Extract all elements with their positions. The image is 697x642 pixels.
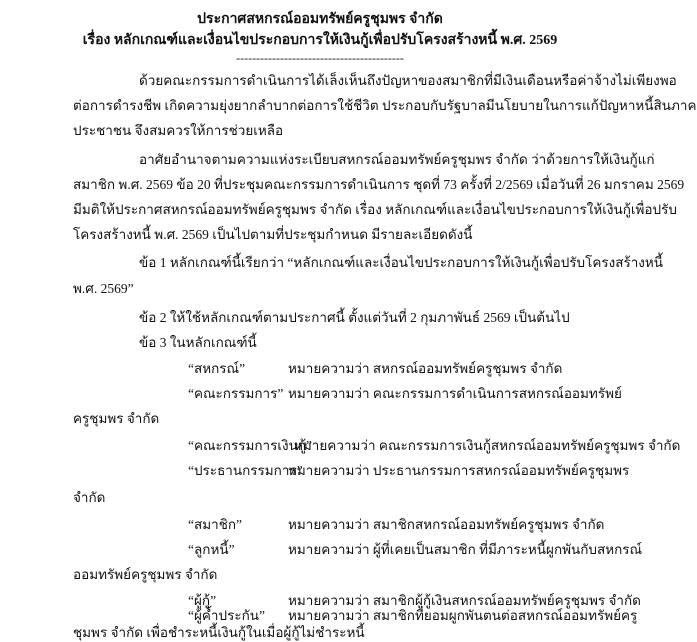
def-term: “คณะกรรมการเงินกู้” [188, 438, 312, 453]
paragraph-1-line-3: ประชาชน จึงสมควรให้การช่วยเหลือ [73, 123, 284, 138]
paragraph-1-line-1: ด้วยคณะกรรมการดำเนินการได้เล็งเห็นถึงปัญหาของสมาชิกที่มีเงินเดือนหรือค่าจ้างไม่เพียงพอ [139, 73, 677, 88]
clause-1-line-1: ข้อ 1 หลักเกณฑ์นี้เรียกว่า “หลักเกณฑ์และเงื่อนไขประกอบการให้เงินกู้เพื่อปรับโครงสร้างหนี้ [139, 255, 664, 270]
def-meaning: หมายความว่า ผู้ที่เคยเป็นสมาชิก ที่มีภาระหนี้ผูกพันกับสหกรณ์ [288, 542, 643, 557]
announcement-subject: เรื่อง หลักเกณฑ์และเงื่อนไขประกอบการให้เงินกู้เพื่อปรับโครงสร้างหนี้ พ.ศ. 2569 [82, 33, 558, 48]
def-term: “สมาชิก” [188, 517, 243, 532]
clause-3: ข้อ 3 ในหลักเกณฑ์นี้ [139, 335, 257, 350]
paragraph-2-line-3: มีมติให้ประกาศสหกรณ์ออมทรัพย์ครูชุมพร จำกัด เรื่อง หลักเกณฑ์และเงื่อนไขประกอบการให้เงินกู้เพื่อปรับ [73, 202, 677, 217]
def-continuation: ชุมพร จำกัด เพื่อชำระหนี้เงินกู้ในเมื่อผู้กู้ไม่ชำระหนี้ [73, 625, 365, 640]
def-term: “ผู้ค้ำประกัน” [188, 608, 265, 623]
clause-1-line-2: พ.ศ. 2569” [73, 281, 134, 296]
def-meaning: หมายความว่า สมาชิกที่ยอมผูกพันตนต่อสหกรณ์ออมทรัพย์ครู [288, 608, 638, 623]
def-meaning: หมายความว่า สมาชิกสหกรณ์ออมทรัพย์ครูชุมพร จำกัด [288, 517, 605, 532]
separator-line: ------------------------------------------ [236, 51, 404, 65]
def-continuation: ครูชุมพร จำกัด [73, 411, 160, 426]
def-meaning: หมายความว่า คณะกรรมการดำเนินการสหกรณ์ออมทรัพย์ [288, 386, 622, 401]
def-meaning: หมายความว่า ประธานกรรมการสหกรณ์ออมทรัพย์ครูชุมพร [288, 463, 630, 478]
paragraph-2-line-4: โครงสร้างหนี้ พ.ศ. 2569 เป็นไปตามที่ประชุมกำหนด มีรายละเอียดดังนี้ [73, 227, 473, 242]
def-continuation: จำกัด [73, 490, 106, 505]
def-term: “ผู้กู้” [188, 593, 217, 608]
def-continuation: ออมทรัพย์ครูชุมพร จำกัด [73, 567, 218, 582]
def-term: “ประธานกรรมการ” [188, 463, 303, 478]
def-meaning: หมายความว่า สหกรณ์ออมทรัพย์ครูชุมพร จำกัด [288, 361, 563, 376]
def-term: “ลูกหนี้” [188, 542, 235, 557]
def-meaning: หมายความว่า สมาชิกผู้กู้เงินสหกรณ์ออมทรัพย์ครูชุมพร จำกัด [288, 593, 641, 608]
clause-2: ข้อ 2 ให้ใช้หลักเกณฑ์ตามประกาศนี้ ตั้งแต่วันที่ 2 กุมภาพันธ์ 2569 เป็นต้นไป [139, 310, 570, 325]
def-meaning: หมายความว่า คณะกรรมการเงินกู้สหกรณ์ออมทรัพย์ครูชุมพร จำกัด [294, 438, 681, 453]
paragraph-1-line-2: ต่อการดำรงชีพ เกิดความยุ่งยากลำบากต่อการใช้ชีวิต ประกอบกับรัฐบาลมีนโยบายในการแก้ปัญหาหนี้สินภาค [73, 98, 697, 113]
def-term: “สหกรณ์” [188, 361, 246, 376]
paragraph-2-line-2: สมาชิก พ.ศ. 2569 ข้อ 20 ที่ประชุมคณะกรรมการดำเนินการ ชุดที่ 73 ครั้งที่ 2/2569 เมื่อวันที่ 26 มกราคม 2569 [73, 177, 685, 192]
def-term: “คณะกรรมการ” [188, 386, 284, 401]
paragraph-2-line-1: อาศัยอำนาจตามความแห่งระเบียบสหกรณ์ออมทรัพย์ครูชุมพร จำกัด ว่าด้วยการให้เงินกู้แก่ [139, 152, 655, 167]
announcement-title: ประกาศสหกรณ์ออมทรัพย์ครูชุมพร จำกัด [197, 12, 443, 27]
